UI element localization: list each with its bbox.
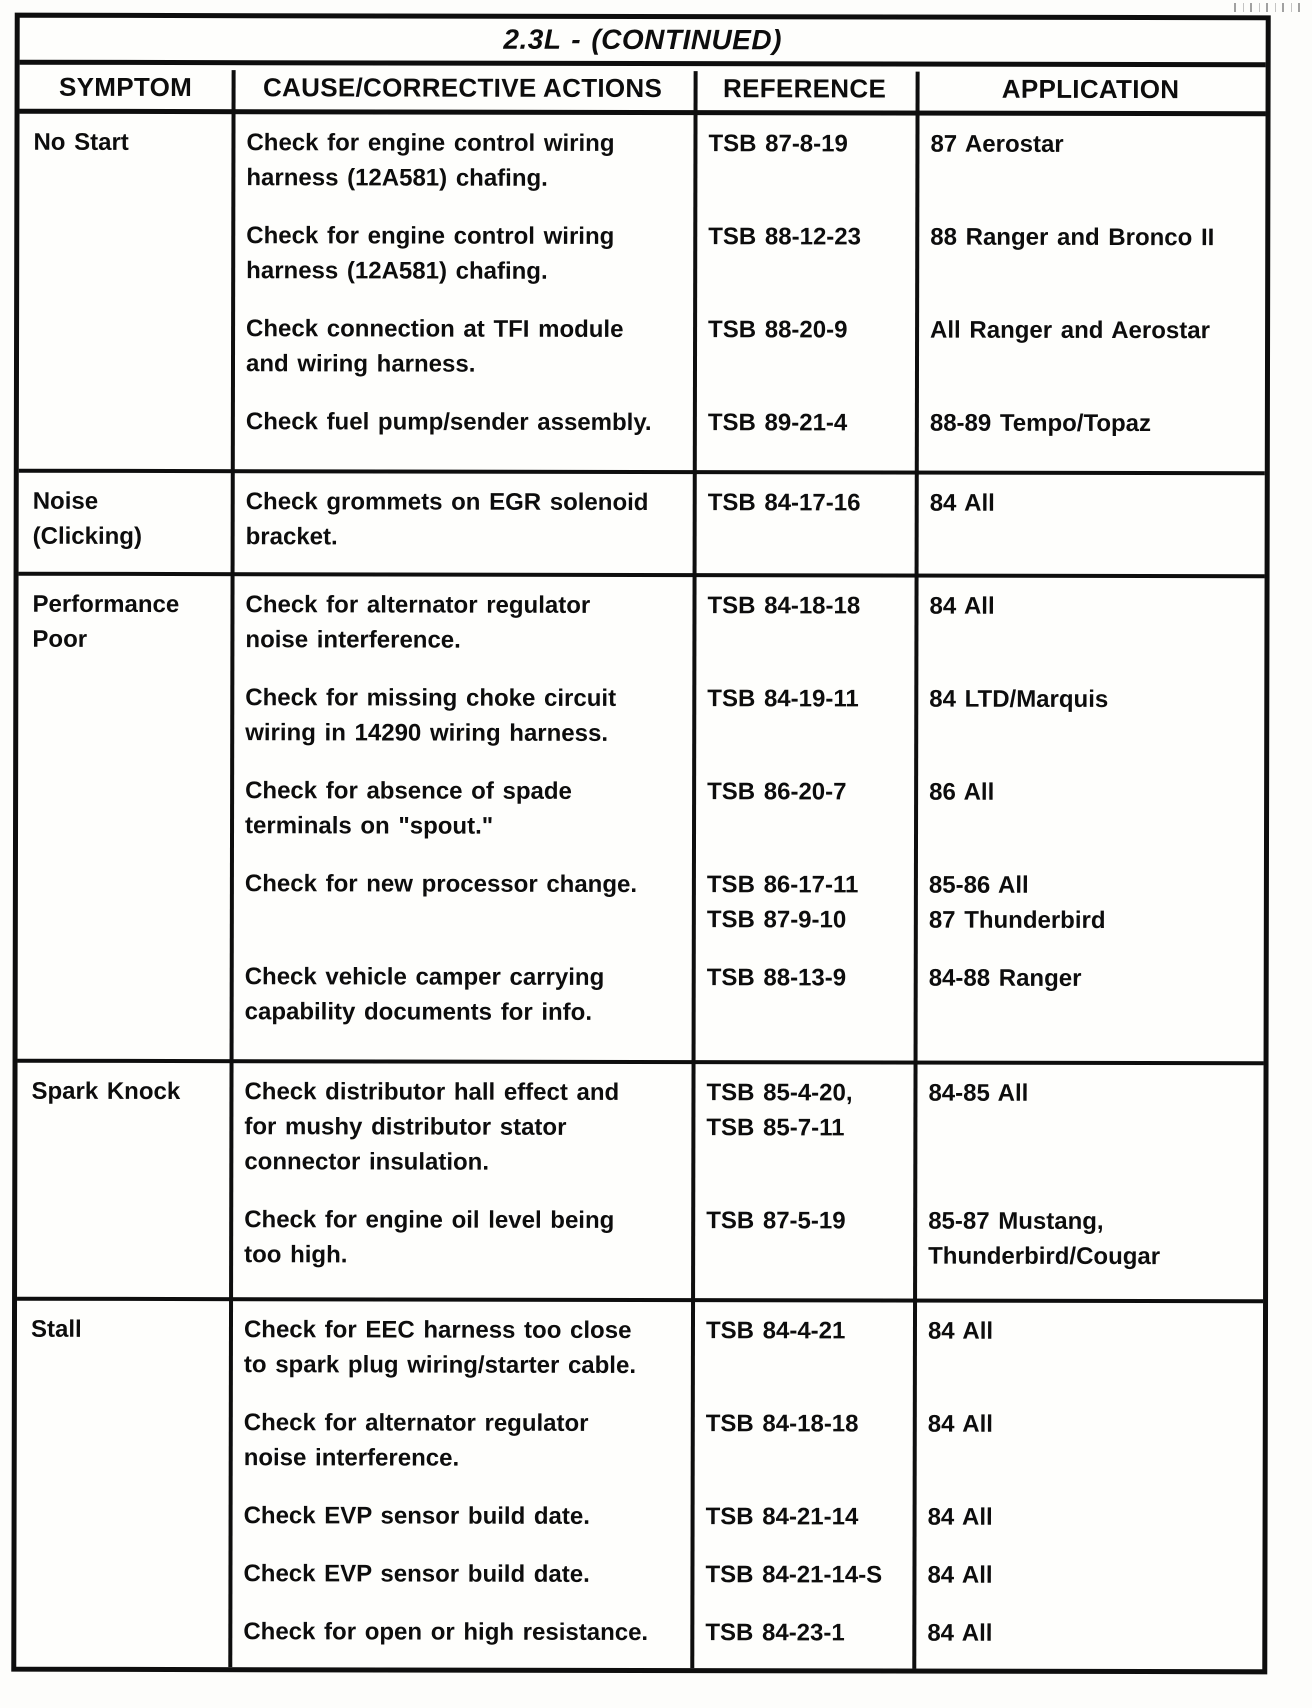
section-entries: [231, 473, 1265, 574]
application-line: 85-87 Mustang,: [928, 1207, 1104, 1235]
application-cell: [913, 1402, 1263, 1496]
cause-line: Check for EEC harness too close: [243, 1316, 632, 1344]
symptom-line: Performance: [32, 590, 180, 619]
application-cell: [913, 1495, 1263, 1554]
cause-line: too high.: [244, 1241, 348, 1269]
reference-line: TSB 84-18-18: [707, 592, 861, 620]
tsb-diagnostic-table: [11, 13, 1270, 1675]
cause-line: Check EVP sensor build date.: [243, 1560, 590, 1588]
cause-line: Check for alternator regulator: [243, 1409, 589, 1437]
symptom-cell: [19, 114, 232, 469]
application-line: 87 Aerostar: [930, 130, 1064, 158]
cause-line: Check for open or high resistance.: [243, 1618, 649, 1647]
cause-cell: [228, 1551, 690, 1610]
application-line: 88 Ranger and Bronco II: [930, 223, 1215, 252]
cause-line: and wiring harness.: [245, 350, 476, 378]
symptom-cell: [19, 473, 231, 572]
cause-line: to spark plug wiring/starter cable.: [243, 1351, 637, 1379]
reference-line: TSB 88-12-23: [708, 223, 862, 251]
reference-line: TSB 84-21-14-S: [705, 1561, 883, 1589]
reference-cell: [690, 1552, 912, 1610]
application-line: 84 LTD/Marquis: [929, 685, 1109, 713]
cause-cell: [229, 1301, 691, 1401]
cause-line: Check for new processor change.: [244, 870, 638, 898]
application-line: 87 Thunderbird: [928, 906, 1106, 934]
application-line: 84 All: [929, 489, 995, 517]
reference-cell: [691, 1302, 913, 1401]
cause-line: Check for engine control wiring: [246, 222, 615, 250]
application-line: 84-85 All: [928, 1079, 1029, 1107]
cause-line: Check for engine control wiring: [246, 129, 615, 157]
reference-cell: [692, 676, 914, 769]
application-line: 84 All: [927, 1561, 993, 1589]
reference-cell: [693, 115, 915, 214]
cause-line: harness (12A581) chafing.: [246, 164, 548, 192]
cause-cell: [230, 861, 692, 955]
cause-line: noise interference.: [245, 626, 461, 654]
cause-line: for mushy distributor stator: [244, 1113, 567, 1141]
application-cell: [915, 401, 1265, 460]
cause-cell: [231, 306, 693, 400]
cause-cell: [231, 114, 693, 214]
symptom-line: Spark Knock: [31, 1077, 181, 1106]
reference-cell: [692, 577, 914, 676]
cause-cell: [229, 1493, 691, 1552]
symptom-cell: [17, 1063, 229, 1297]
reference-cell: [692, 769, 914, 862]
application-cell: [915, 215, 1265, 309]
cause-line: bracket.: [245, 523, 338, 551]
application-cell: [912, 1553, 1262, 1612]
reference-line: TSB 86-20-7: [707, 778, 847, 806]
cause-cell: [231, 399, 693, 458]
application-cell: [914, 863, 1264, 957]
symptom-line: Noise: [32, 487, 99, 515]
reference-cell: [693, 214, 915, 307]
table-section: [17, 1059, 1263, 1300]
reference-cell: [690, 1610, 912, 1668]
table-section: [19, 114, 1266, 472]
symptom-line: No Start: [33, 128, 129, 156]
symptom-line: (Clicking): [32, 522, 143, 550]
application-cell: [913, 1303, 1263, 1403]
application-line: 84 All: [927, 1503, 993, 1531]
reference-line: TSB 84-4-21: [705, 1317, 846, 1345]
reference-line: TSB 87-8-19: [708, 130, 848, 158]
cause-line: capability documents for info.: [244, 998, 593, 1026]
reference-line: TSB 84-17-16: [707, 489, 861, 517]
section-entries: [229, 1063, 1263, 1299]
reference-line: TSB 88-13-9: [706, 964, 847, 992]
table-title: 2.3L - (CONTINUED): [20, 18, 1266, 68]
cause-line: Check grommets on EGR solenoid: [245, 488, 649, 517]
cause-line: Check vehicle camper carrying: [244, 963, 605, 991]
cause-line: Check distributor hall effect and: [244, 1078, 620, 1106]
cause-line: Check for missing choke circuit: [245, 684, 617, 712]
cause-cell: [229, 1063, 691, 1198]
cause-cell: [231, 213, 693, 307]
application-line: 88-89 Tempo/Topaz: [929, 409, 1152, 438]
application-cell: [914, 578, 1264, 678]
symptom-cell: [16, 1301, 229, 1667]
section-entries: [231, 114, 1266, 471]
cause-cell: [230, 768, 692, 862]
application-cell: [913, 1199, 1263, 1293]
column-header-reference: REFERENCE: [723, 72, 887, 104]
reference-line: TSB 89-21-4: [707, 409, 848, 437]
cause-cell: [228, 1609, 690, 1668]
reference-line: TSB 84-18-18: [705, 1410, 859, 1438]
cause-line: Check for alternator regulator: [245, 591, 591, 619]
reference-cell: [692, 955, 914, 1048]
application-cell: [912, 1611, 1262, 1670]
reference-line: TSB 87-5-19: [706, 1207, 846, 1235]
reference-line: TSB 85-4-20,: [706, 1079, 853, 1107]
column-header-symptom: SYMPTOM: [59, 71, 193, 102]
application-cell: [914, 956, 1264, 1050]
cause-cell: [231, 473, 693, 573]
column-header-application: APPLICATION: [1001, 73, 1180, 104]
cause-line: Check for engine oil level being: [244, 1206, 615, 1234]
cause-line: noise interference.: [243, 1444, 460, 1472]
reference-cell: [693, 474, 915, 573]
cause-cell: [230, 954, 692, 1048]
table-section: [16, 1297, 1263, 1670]
application-cell: [914, 770, 1264, 864]
application-line: 84-88 Ranger: [928, 964, 1082, 992]
reference-line: TSB 86-17-11: [706, 871, 859, 899]
cause-line: wiring in 14290 wiring harness.: [245, 719, 609, 747]
reference-cell: [691, 1198, 913, 1291]
reference-cell: [691, 1064, 913, 1198]
cause-cell: [230, 576, 692, 676]
table-section: [19, 469, 1265, 575]
application-cell: [915, 475, 1265, 575]
cause-line: Check EVP sensor build date.: [243, 1502, 590, 1530]
application-cell: [913, 1065, 1263, 1200]
symptom-cell: [18, 576, 231, 1059]
table-section: [18, 572, 1265, 1062]
table-header-row: [20, 65, 1266, 117]
reference-cell: [691, 1401, 913, 1494]
scan-noise-artifact: [1234, 3, 1304, 12]
application-line: 84 All: [927, 1619, 993, 1647]
reference-cell: [693, 307, 915, 400]
cause-line: Check connection at TFI module: [246, 315, 624, 343]
reference-line: TSB 88-20-9: [708, 316, 848, 344]
application-cell: [914, 677, 1264, 771]
reference-cell: [693, 400, 915, 458]
symptom-line: Stall: [30, 1315, 82, 1343]
reference-cell: [692, 862, 914, 955]
application-line: 84 All: [927, 1317, 994, 1345]
application-line: 84 All: [927, 1410, 993, 1438]
cause-line: Check for absence of spade: [245, 777, 572, 805]
section-entries: [228, 1301, 1263, 1669]
reference-line: TSB 87-9-10: [706, 906, 847, 934]
table-body: [16, 114, 1265, 1670]
reference-cell: [691, 1494, 913, 1552]
application-line: 86 All: [929, 778, 995, 806]
cause-line: terminals on "spout.": [245, 812, 494, 840]
application-line: 85-86 All: [928, 871, 1029, 899]
symptom-line: Poor: [32, 625, 88, 653]
reference-line: TSB 84-21-14: [705, 1503, 859, 1531]
cause-cell: [229, 1400, 691, 1494]
reference-line: TSB 84-23-1: [705, 1619, 845, 1647]
application-line: Thunderbird/Cougar: [928, 1242, 1161, 1271]
application-line: 84 All: [929, 592, 995, 620]
cause-line: harness (12A581) chafing.: [246, 257, 548, 285]
section-entries: [230, 576, 1265, 1061]
application-cell: [915, 116, 1265, 216]
reference-line: TSB 85-7-11: [706, 1114, 845, 1142]
application-line: All Ranger and Aerostar: [930, 316, 1210, 345]
application-cell: [915, 308, 1265, 402]
cause-line: connector insulation.: [244, 1148, 490, 1176]
cause-cell: [230, 675, 692, 769]
cause-line: Check fuel pump/sender assembly.: [245, 408, 652, 437]
cause-cell: [229, 1197, 691, 1291]
column-header-cause-corrective-actions: CAUSE/CORRECTIVE ACTIONS: [262, 71, 663, 103]
reference-line: TSB 84-19-11: [707, 685, 859, 713]
